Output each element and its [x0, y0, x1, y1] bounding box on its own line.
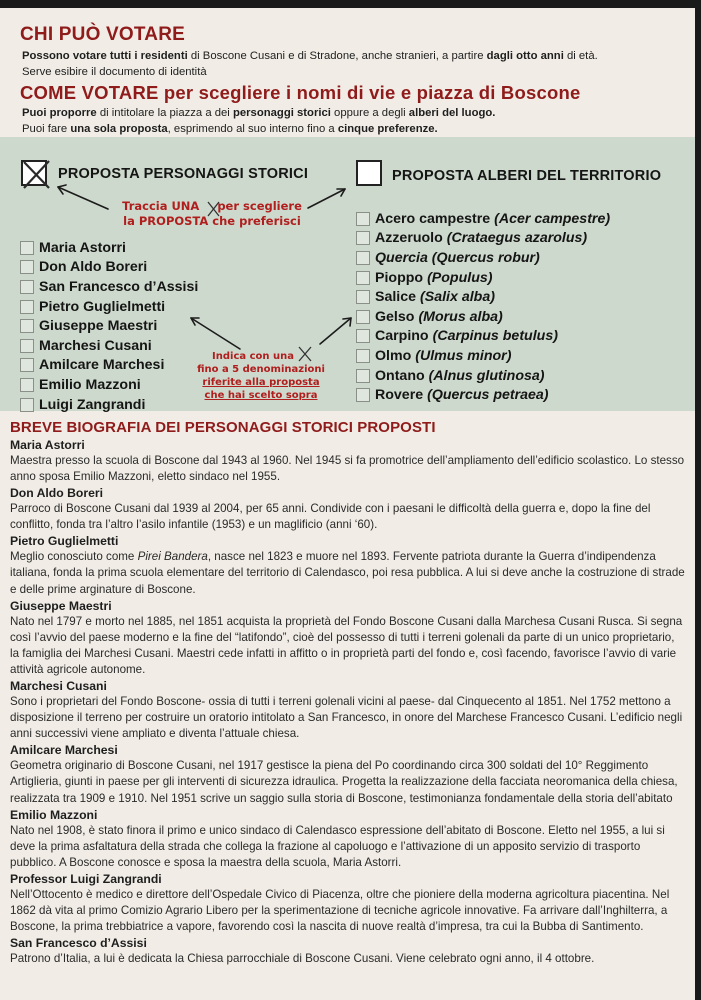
option-checkbox[interactable]: [20, 241, 34, 255]
tree-common-name: Salice: [375, 289, 417, 306]
option-checkbox[interactable]: [20, 339, 34, 353]
bold-text: dagli otto anni: [486, 50, 564, 62]
text: Patrono d’Italia, a lui è dedicata la Chiesa parrocchiale di Boscone Cusani. Viene celebrato ogni anno, il 4 ottobre.: [10, 952, 595, 966]
option-checkbox[interactable]: [356, 310, 370, 324]
who-can-vote-heading: CHI PUÒ VOTARE: [20, 24, 186, 45]
text: Parroco di Boscone Cusani dal 1939 al 2004, per 65 anni. Condivide con i paesani le difficoltà della guerra e, dopo la fine del conflitto, fonda tra l’altro l’asilo infantile (1953) e un maglificio (anni ‘60).: [10, 502, 651, 532]
people-option[interactable]: [20, 258, 198, 278]
option-checkbox[interactable]: [356, 349, 370, 363]
biography-text: [10, 951, 685, 967]
option-label: Giuseppe Maestri: [39, 318, 158, 335]
tree-common-name: Olmo: [375, 347, 412, 364]
option-label: Luigi Zangrandi: [39, 396, 146, 413]
voting-flyer: [0, 8, 695, 1000]
option-label: Amilcare Marchesi: [39, 357, 165, 374]
arrow-to-trees-proposal: [308, 189, 345, 208]
note-text: che hai scelto sopra: [204, 390, 318, 401]
arrow-to-people-list: [191, 318, 240, 349]
people-option[interactable]: [20, 297, 198, 317]
how-to-vote-line-1: [22, 105, 675, 121]
how-to-vote-heading: COME VOTARE per scegliere i nomi di vie e piazza di Boscone: [20, 82, 581, 103]
tree-latin-name: Quercia (Quercus robur): [375, 249, 540, 266]
option-checkbox[interactable]: [20, 319, 34, 333]
tree-latin-name: (Populus): [427, 269, 493, 286]
who-can-vote-text: [22, 48, 675, 64]
text: , esprimendo al suo interno fino a: [167, 123, 338, 135]
tree-common-name: Pioppo: [375, 269, 424, 286]
biography-name: Professor Luigi Zangrandi: [10, 871, 162, 886]
tree-common-name: Azzeruolo: [375, 230, 443, 247]
biography-text: [10, 694, 685, 742]
choose-proposal-note: [112, 199, 312, 229]
tree-latin-name: (Crataegus azarolus): [446, 230, 588, 247]
biography-entry: [10, 678, 685, 742]
text: Nato nel 1908, è stato finora il primo e unico sindaco di Calendasco espressione dell’abitato di Boscone. Eletto nel 1955, a lui si deve la prima asfaltatura della strada che collega la frazione al capoluogo e l’attivazione di un apposito servizio di trasporto pubblico. A Boscone conosce e sposa la maestra della scuola, Maria Astorri.: [10, 823, 665, 869]
biography-text: [10, 758, 685, 806]
tree-option[interactable]: [356, 209, 610, 229]
option-checkbox[interactable]: [356, 231, 370, 245]
people-option[interactable]: [20, 356, 198, 376]
biography-name: Don Aldo Boreri: [10, 486, 103, 501]
text: di intitolare la piazza a dei: [96, 107, 233, 119]
ballot-section: [0, 137, 695, 411]
biography-entry: [10, 807, 685, 871]
tree-common-name: Acero campestre: [375, 210, 491, 227]
option-checkbox[interactable]: [356, 251, 370, 265]
biography-entry: [10, 742, 685, 806]
tree-option[interactable]: [356, 366, 610, 386]
option-checkbox[interactable]: [356, 271, 370, 285]
people-proposal-title: PROPOSTA PERSONAGGI STORICI: [58, 166, 309, 182]
tree-option[interactable]: [356, 229, 610, 249]
biography-text: [10, 614, 685, 678]
option-checkbox[interactable]: [356, 290, 370, 304]
text: Geometra originario di Boscone Cusani, nel 1917 gestisce la piena del Po coordinando circa 300 soldati del 10° Reggimento Artiglieria, giunti in paese per gli interventi di sicurezza idraulica. Progetta la realizzazione della facciata neoromanica della chiesa, realizzata tra 1909 e 1910. Nel 1951 scrive un saggio sulla storia di Boscone, testimonianza fondamentale della storia dell’abitato: [10, 759, 678, 805]
tree-option[interactable]: [356, 287, 610, 307]
bold-text: Possono votare tutti i residenti: [22, 50, 188, 62]
biography-entry: [10, 935, 685, 967]
tree-latin-name: (Salix alba): [420, 289, 495, 306]
biography-name: Giuseppe Maestri: [10, 598, 112, 613]
text: oppure a degli: [330, 107, 409, 119]
tree-option[interactable]: [356, 385, 610, 405]
bold-text: Puoi proporre: [22, 107, 97, 119]
biography-name: Emilio Mazzoni: [10, 807, 98, 822]
biography-entry: [10, 871, 685, 935]
text: Puoi fare: [22, 123, 71, 135]
arrow-to-trees-list: [320, 318, 351, 344]
bold-text: una sola proposta: [70, 123, 168, 135]
option-label: Marchesi Cusani: [39, 337, 152, 354]
trees-proposal-checkbox[interactable]: [356, 160, 382, 186]
note-text: Indica con una: [212, 351, 294, 362]
biographies-section: [0, 411, 695, 967]
text: Meglio conosciuto come: [10, 550, 138, 564]
tree-latin-name: (Carpinus betulus): [432, 328, 558, 345]
note-text: per scegliere: [217, 199, 302, 213]
option-checkbox[interactable]: [356, 212, 370, 226]
biography-text: [10, 501, 685, 533]
tree-latin-name: (Alnus glutinosa): [428, 367, 545, 384]
tree-option[interactable]: [356, 307, 610, 327]
note-text: Traccia UNA: [122, 199, 200, 213]
people-options-list: [20, 238, 198, 414]
how-to-vote-line-2: [22, 121, 675, 137]
text: Nato nel 1797 e morto nel 1885, nel 1851 acquista la proprietà del Fondo Boscone Cusani dalla Marchesa Cusani Rusca. Si segna così l’avvio del paese moderno e la fine del “latifondo”, cioè del possesso di tutti i terreni golenali da parte di un unico proprietario, la famiglia dei Marchesi Cusani. Maestri cede infatti in affitto o in proprietà parti del fondo e, così facendo, favorisce l’avvio di varie attività agricole autonome.: [10, 614, 683, 676]
trees-proposal-title: PROPOSTA ALBERI DEL TERRITORIO: [392, 168, 662, 184]
option-checkbox[interactable]: [20, 300, 34, 314]
tree-latin-name: (Acer campestre): [494, 210, 611, 227]
option-checkbox[interactable]: [356, 388, 370, 402]
tree-option[interactable]: [356, 346, 610, 366]
bold-text: personaggi storici: [232, 107, 331, 119]
tree-common-name: Gelso: [375, 308, 415, 325]
tree-latin-name: (Ulmus minor): [415, 347, 512, 364]
text: Maestra presso la scuola di Boscone dal 1943 al 1960. Nel 1945 si fa promotrice dell’ampliamento dell’edificio scolastico. Lo stesso anno sposa Emilio Mazzoni, eletto sindaco nel 1955.: [10, 454, 685, 484]
tree-common-name: Ontano: [375, 367, 425, 384]
text: , nasce nel 1823 e muore nel 1893. Fervente patriota durante la Guerra d’indipendenza italiana, fonda la prima scuola elementare del territorio di Calendasco, poi resa pubblica. A lui si deve anche la costruzione di strade e delle prime arginature di Boscone.: [10, 550, 685, 596]
biography-text: [10, 887, 685, 935]
option-checkbox[interactable]: [20, 260, 34, 274]
biography-entry: [10, 485, 685, 533]
text: di età.: [563, 50, 598, 62]
option-checkbox[interactable]: [356, 369, 370, 383]
note-text: riferite alla proposta: [202, 377, 320, 388]
instructions-section: [0, 8, 695, 137]
text: Sono i proprietari del Fondo Boscone- ossia di tutti i terreni golenali vicini al paese- dal Cinquecento al 1851. Nel 1752 mettono a disposizione il terreno per costruire un oratorio intitolato a San Francesco, in onore del Marchese Francesco Cusani. L’edificio negli anni successivi viene ampliato e diventa l’attuale chiesa.: [10, 695, 683, 741]
id-requirement-text: Serve esibire il documento di identità: [22, 66, 207, 78]
tree-common-name: Carpino: [375, 328, 429, 345]
biography-text: [10, 453, 685, 485]
option-label: Pietro Guglielmetti: [39, 298, 166, 315]
biography-name: Amilcare Marchesi: [10, 743, 118, 758]
option-checkbox[interactable]: [20, 398, 34, 412]
bold-text: alberi del luogo.: [408, 107, 496, 119]
bold-text: cinque preferenze.: [337, 123, 438, 135]
note-text: fino a 5 denominazioni: [197, 364, 325, 375]
tree-common-name: Rovere: [375, 387, 424, 404]
option-label: Maria Astorri: [39, 239, 126, 256]
tree-latin-name: (Quercus petraea): [427, 387, 549, 404]
biography-name: Pietro Guglielmetti: [10, 534, 119, 549]
biography-entry: [10, 598, 685, 678]
biography-name: Maria Astorri: [10, 438, 85, 452]
preferences-note: [193, 350, 329, 402]
people-option[interactable]: [20, 375, 198, 395]
biographies-heading: BREVE BIOGRAFIA DEI PERSONAGGI STORICI PROPOSTI: [10, 419, 436, 436]
text: Nell’Ottocento è medico e direttore dell’Ospedale Civico di Piacenza, oltre che pioniere della moderna agricoltura piacentina. Nel 1862 dà vita al primo Comizio Agrario Libero per la sperimentazione di tecniche agricole innovative. Fa arrivare dall’Inghilterra, a Boscone, la prima trebbiatrice a vapore, favorendo così la nascita di nuove realtà d’impresa, tra cui la Bubba di Santimento.: [10, 887, 670, 934]
tree-option[interactable]: [356, 268, 610, 288]
option-checkbox[interactable]: [356, 329, 370, 343]
note-text: la PROPOSTA che preferisci: [123, 214, 301, 228]
tree-option[interactable]: [356, 248, 610, 268]
option-label: Don Aldo Boreri: [39, 259, 148, 276]
option-label: San Francesco d’Assisi: [39, 278, 199, 295]
biography-text: [10, 823, 685, 871]
option-label: Emilio Mazzoni: [39, 376, 141, 393]
biography-text: [10, 549, 685, 597]
biography-list: [10, 437, 685, 967]
tree-option[interactable]: [356, 327, 610, 347]
nickname: Pirei Bandera: [137, 550, 208, 564]
arrow-to-people-proposal: [58, 187, 108, 209]
biography-name: Marchesi Cusani: [10, 679, 107, 694]
trees-options-list: [356, 209, 610, 405]
biography-entry: [10, 533, 685, 597]
option-checkbox[interactable]: [20, 280, 34, 294]
people-option[interactable]: [20, 238, 198, 258]
option-checkbox[interactable]: [20, 358, 34, 372]
people-proposal-checkbox[interactable]: [21, 160, 47, 186]
biography-entry: [10, 437, 685, 485]
text: di Boscone Cusani e di Stradone, anche stranieri, a partire: [187, 50, 487, 62]
x-checkmark-icon: [20, 159, 52, 191]
option-checkbox[interactable]: [20, 378, 34, 392]
people-option[interactable]: [20, 316, 198, 336]
tree-latin-name: (Morus alba): [418, 308, 503, 325]
people-option[interactable]: [20, 336, 198, 356]
biography-name: San Francesco d’Assisi: [10, 936, 147, 951]
people-option[interactable]: [20, 277, 198, 297]
